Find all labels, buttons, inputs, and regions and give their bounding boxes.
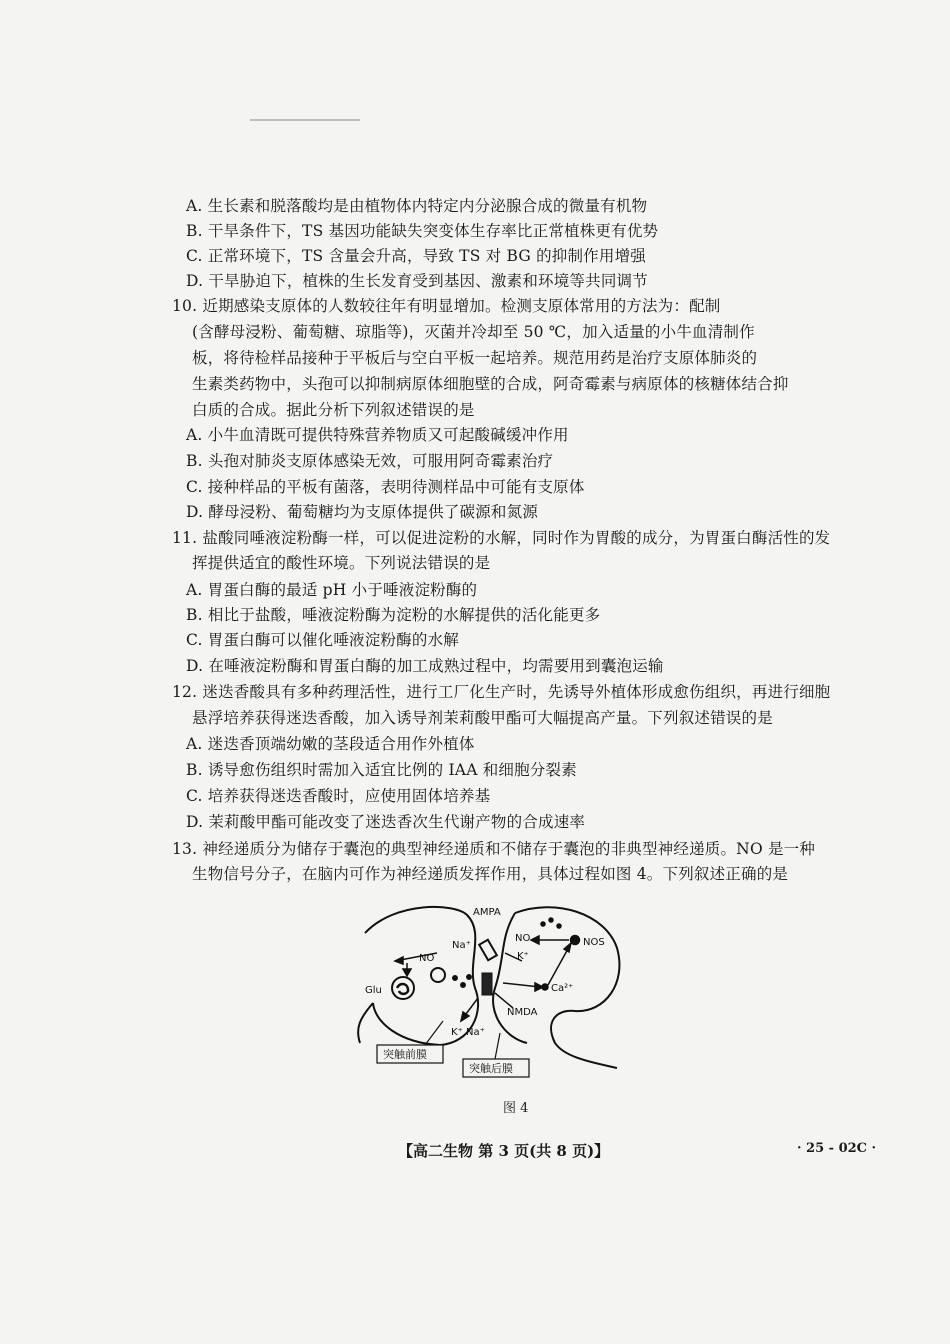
- presynaptic-outline: [365, 907, 478, 1045]
- q9-option-b: B. 干旱条件下，TS 基因功能缺失突变体生存率比正常植株更有优势: [186, 222, 659, 240]
- synapse-diagram: [355, 893, 625, 1083]
- q11-option-b: B. 相比于盐酸，唾液淀粉酶为淀粉的水解提供的活化能更多: [186, 606, 601, 624]
- q9-option-c: C. 正常环境下，TS 含量会升高，导致 TS 对 BG 的抑制作用增强: [186, 247, 646, 265]
- q11-option-c: C. 胃蛋白酶可以催化唾液淀粉酶的水解: [186, 631, 459, 649]
- label-ca: Ca²⁺: [551, 983, 574, 994]
- q12-option-c: C. 培养获得迷迭香酸时，应使用固体培养基: [186, 787, 491, 805]
- nmda-receptor: [482, 973, 492, 995]
- label-no-right: NO: [515, 933, 531, 944]
- label-nmda: NMDA: [507, 1007, 538, 1018]
- label-no-left: NO: [419, 953, 435, 964]
- q12-stem-1: 12. 迷迭香酸具有多种药理活性，进行工厂化生产时，先诱导外植体形成愈伤组织，再进行细胞: [172, 683, 831, 701]
- q10-stem-5: 白质的合成。据此分析下列叙述错误的是: [192, 401, 475, 419]
- footer-page-info: 【高二生物 第 3 页(共 8 页)】: [398, 1142, 610, 1160]
- q11-stem-2: 挥提供适宜的酸性环境。下列说法错误的是: [192, 554, 491, 572]
- presynaptic-axon: [358, 1003, 373, 1043]
- q11-stem-1: 11. 盐酸同唾液淀粉酶一样，可以促进淀粉的水解，同时作为胃酸的成分，为胃蛋白酶活性的发: [172, 529, 831, 547]
- q10-option-d: D. 酵母浸粉、葡萄糖均为支原体提供了碳源和氮源: [186, 503, 539, 521]
- label-pre-membrane: 突触前膜: [383, 1048, 427, 1061]
- label-nos: NOS: [583, 937, 605, 948]
- label-ampa: AMPA: [473, 907, 501, 918]
- q11-option-d: D. 在唾液淀粉酶和胃蛋白酶的加工成熟过程中，均需要用到囊泡运输: [186, 657, 664, 675]
- q13-stem-1: 13. 神经递质分为储存于囊泡的典型神经递质和不储存于囊泡的非典型神经递质。NO 是一种: [172, 840, 816, 858]
- label-glu: Glu: [365, 985, 382, 996]
- label-post-membrane: 突触后膜: [469, 1062, 513, 1075]
- q13-stem-2: 生物信号分子，在脑内可作为神经递质发挥作用，具体过程如图 4。下列叙述正确的是: [192, 865, 789, 883]
- q9-option-a: A. 生长素和脱落酸均是由植物体内特定内分泌腺合成的微量有机物: [186, 197, 648, 215]
- glu-vesicle: [392, 977, 414, 999]
- nos-dot: [571, 936, 580, 945]
- q10-stem-1: 10. 近期感染支原体的人数较往年有明显增加。检测支原体常用的方法为：配制: [172, 297, 721, 315]
- q10-stem-4: 生素类药物中，头孢可以抑制病原体细胞壁的合成，阿奇霉素与病原体的核糖体结合抑: [192, 375, 789, 393]
- footer-exam-code: · 25 - 02C ·: [797, 1141, 877, 1156]
- q10-option-a: A. 小牛血清既可提供特殊营养物质又可起酸碱缓冲作用: [186, 426, 569, 444]
- q10-option-c: C. 接种样品的平板有菌落，表明待测样品中可能有支原体: [186, 478, 585, 496]
- q11-option-a: A. 胃蛋白酶的最适 pH 小于唾液淀粉酶的: [186, 581, 478, 599]
- q12-option-d: D. 茉莉酸甲酯可能改变了迷迭香次生代谢产物的合成速率: [186, 813, 586, 831]
- label-k-right: K⁺: [517, 951, 529, 962]
- q12-option-a: A. 迷迭香顶端幼嫩的茎段适合用作外植体: [186, 735, 475, 753]
- label-k-na: K⁺ Na⁺: [451, 1027, 485, 1038]
- q10-stem-2: (含酵母浸粉、葡萄糖、琼脂等)，灭菌并冷却至 50 ℃，加入适量的小牛血清制作: [192, 323, 755, 341]
- ca-arrow: [548, 947, 569, 985]
- ampa-receptor: [479, 940, 497, 961]
- top-rule: [250, 119, 360, 121]
- q9-option-d: D. 干旱胁迫下，植株的生长发育受到基因、激素和环境等共同调节: [186, 272, 648, 290]
- label-na-top: Na⁺: [452, 940, 471, 951]
- q12-option-b: B. 诱导愈伤组织时需加入适宜比例的 IAA 和细胞分裂素: [186, 761, 577, 779]
- release-vesicle: [431, 968, 445, 982]
- q12-stem-2: 悬浮培养获得迷迭香酸，加入诱导剂茉莉酸甲酯可大幅提高产量。下列叙述错误的是: [192, 709, 773, 727]
- figure-caption: 图 4: [503, 1101, 529, 1116]
- q10-option-b: B. 头孢对肺炎支原体感染无效，可服用阿奇霉素治疗: [186, 452, 554, 470]
- q10-stem-3: 板，将待检样品接种于平板后与空白平板一起培养。规范用药是治疗支原体肺炎的: [192, 349, 758, 367]
